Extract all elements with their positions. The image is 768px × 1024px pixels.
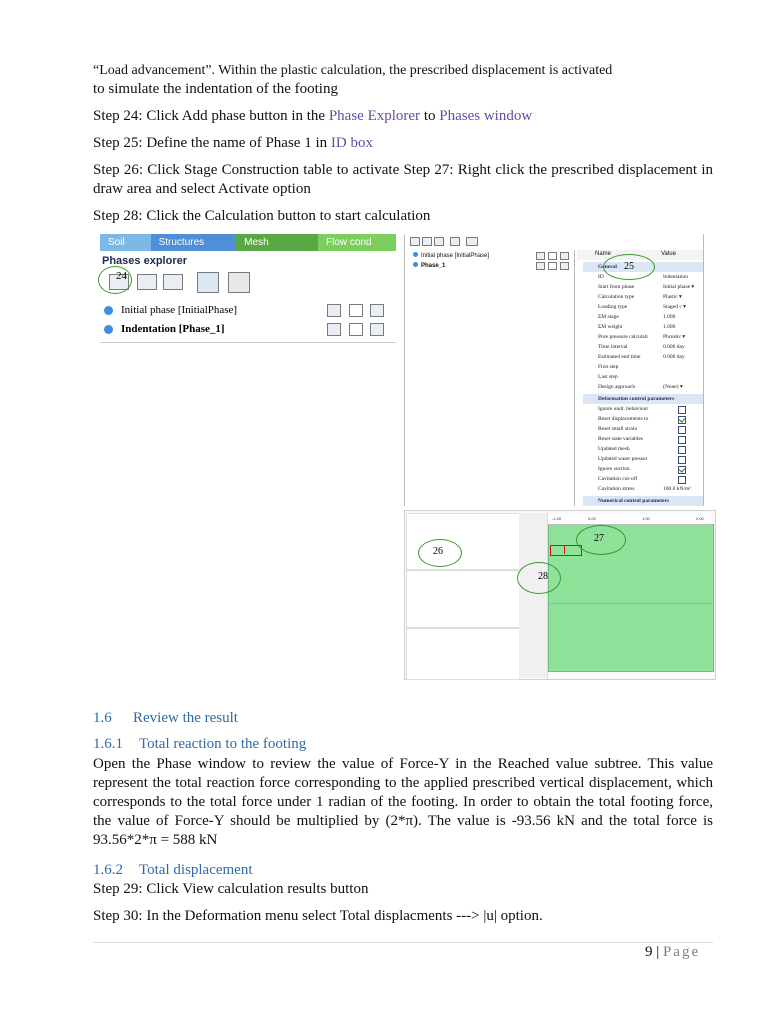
group-label: Numerical control parameters (598, 498, 670, 504)
header-name: Name (595, 251, 612, 257)
tab-flow-conditions[interactable]: Flow cond (318, 234, 396, 251)
tab-mesh[interactable]: Mesh (236, 234, 318, 251)
callout-24: 24 (116, 270, 127, 282)
param-name: Reset displacements to (598, 416, 649, 422)
param-row[interactable] (583, 342, 703, 352)
step-30: Step 30: In the Deformation menu select Total displacments ---> |u| option. (93, 908, 543, 924)
param-name: Cavitation cut-off (598, 476, 638, 482)
param-value[interactable]: 100.0 kN/m² (663, 486, 691, 492)
phase-output-icon[interactable] (548, 252, 557, 260)
delete-phase-icon[interactable] (163, 274, 183, 290)
section-number: 1.6.1 (93, 736, 123, 752)
param-row[interactable] (583, 474, 703, 484)
param-name: Design approach (598, 384, 636, 390)
param-name: Ignore undr. behaviour (598, 406, 649, 412)
group-deformation-control[interactable] (583, 394, 703, 404)
window-border-right (703, 234, 704, 506)
phase-calc-icon[interactable] (536, 262, 545, 270)
ruler-tick: 0.00 (588, 516, 596, 521)
param-name: Ignore suction (598, 466, 630, 472)
id-box-link: ID box (330, 135, 373, 151)
phase-calc-icon[interactable] (536, 252, 545, 260)
param-name: Loading type (598, 304, 628, 310)
section-1-6 (93, 709, 238, 728)
step-24 (93, 107, 713, 126)
add-phase-icon[interactable] (410, 237, 420, 246)
paragraph-total-reaction: Open the Phase window to review the value of Force-Y in the Reached value subtree. This value represent the total reaction force corresponding to the applied prescribed vertical displacement, which corresponds to the total force under 1 radian of the footing. In order to obtain the total footing force, the value of Force-Y should be multiplied by (2*π). The value is -93.56 kN and the total force is 93.56*2*π = 588 kN (93, 756, 713, 848)
page-number (645, 944, 700, 961)
ruler-tick: 1.00 (642, 516, 650, 521)
param-checkbox[interactable] (678, 416, 686, 424)
callout-27: 27 (594, 533, 604, 544)
param-row[interactable] (583, 404, 703, 414)
phase-output-icon[interactable] (548, 262, 557, 270)
param-row[interactable] (583, 272, 703, 282)
param-row[interactable] (583, 282, 703, 292)
phase-label: Indentation [Phase_1] (121, 323, 225, 335)
param-name: Calculation type (598, 294, 635, 300)
param-value[interactable]: 0.000 day (663, 344, 685, 350)
param-row[interactable] (583, 372, 703, 382)
phase-status-icon (104, 325, 113, 334)
phase-calc-icon[interactable] (327, 323, 341, 336)
param-checkbox[interactable] (678, 446, 686, 454)
page-label: Page (663, 944, 701, 960)
page-num: 9 (645, 944, 653, 960)
param-value[interactable]: Indentation (663, 274, 689, 280)
param-row[interactable] (583, 322, 703, 332)
phase-label: Phase_1 (421, 263, 446, 269)
ribbon-tabs (100, 234, 396, 251)
param-row[interactable] (583, 484, 703, 494)
param-row[interactable] (583, 312, 703, 322)
param-row[interactable] (583, 332, 703, 342)
param-name: ID (598, 274, 604, 280)
param-row[interactable] (583, 454, 703, 464)
param-row[interactable] (583, 424, 703, 434)
insert-phase-icon[interactable] (137, 274, 157, 290)
phases-window-toolbar (406, 236, 501, 246)
step-26-27: Step 26: Click Stage Construction table to activate Step 27: Right click the prescribed displacement in draw area and select Activate option (93, 162, 713, 197)
group-numerical-control[interactable] (583, 496, 703, 506)
phase-view-icon[interactable] (560, 252, 569, 260)
param-row[interactable] (583, 382, 703, 392)
phase-label: Initial phase [InitialPhase] (421, 253, 490, 259)
param-checkbox[interactable] (678, 476, 686, 484)
phase-output-icon[interactable] (349, 304, 363, 317)
phase-window-icon[interactable] (197, 272, 219, 293)
section-title: Total displacement (139, 862, 253, 878)
phases-explorer-title: Phases explorer (102, 255, 187, 267)
param-checkbox[interactable] (678, 466, 686, 474)
param-name: Last step (598, 374, 618, 380)
callout-28: 28 (538, 571, 548, 582)
param-value[interactable]: 0.000 day (663, 354, 685, 360)
param-name: ΣM weight (598, 324, 623, 330)
footer-divider (93, 942, 713, 943)
phase-calc-icon[interactable] (327, 304, 341, 317)
window-border-left (404, 234, 405, 506)
param-checkbox[interactable] (678, 426, 686, 434)
param-row[interactable] (583, 302, 703, 312)
callout-25: 25 (624, 261, 634, 272)
param-value[interactable]: Phreatic ▾ (663, 334, 686, 340)
param-name: Updated water pressur (598, 456, 648, 462)
model-explorer (406, 628, 520, 680)
phase-view-icon[interactable] (370, 304, 384, 317)
param-name: Cavitation stress (598, 486, 635, 492)
phases-window-link: Phases window (439, 108, 533, 124)
step-29: Step 29: Click View calculation results button (93, 881, 369, 897)
param-value[interactable]: Initial phase ▾ (663, 284, 695, 290)
param-name: Pore pressure calculati (598, 334, 648, 340)
param-name: ΣM stage (598, 314, 619, 320)
param-value[interactable]: 1.000 (663, 324, 676, 330)
section-number: 1.6 (93, 710, 112, 726)
param-name: First step (598, 364, 619, 370)
step-25-text: Step 25: Define the name of Phase 1 in (93, 135, 331, 151)
ruler-tick: 2.00 (696, 516, 704, 521)
phase-view-icon[interactable] (560, 262, 569, 270)
phase-label: Initial phase [InitialPhase] (121, 304, 238, 316)
param-name: Updated mesh (598, 446, 630, 452)
param-row[interactable] (583, 414, 703, 424)
param-name: Time interval (598, 344, 628, 350)
panel-divider (100, 342, 396, 343)
phase-row-indentation[interactable] (104, 323, 225, 335)
param-row[interactable] (583, 362, 703, 372)
phase-view-icon[interactable] (370, 323, 384, 336)
param-checkbox[interactable] (678, 456, 686, 464)
step-24-text: Step 24: Click Add phase button in the (93, 108, 329, 124)
step-28: Step 28: Click the Calculation button to start calculation (93, 208, 431, 224)
phase-status-icon (413, 252, 418, 257)
side-toolbar (519, 513, 548, 678)
group-label: General (598, 264, 617, 270)
param-value[interactable]: 1.000 (663, 314, 676, 320)
delete-phase-icon[interactable] (434, 237, 444, 246)
param-name: Reset small strain (598, 426, 638, 432)
small-phase-1[interactable] (413, 262, 445, 269)
param-value[interactable]: Plastic ▾ (663, 294, 682, 300)
param-row[interactable] (583, 464, 703, 474)
displacement-divider (564, 545, 565, 554)
copy-icon[interactable] (228, 272, 250, 293)
paragraph-load-advancement-line2: to simulate the indentation of the footing (93, 81, 338, 97)
param-name: Estimated end time (598, 354, 641, 360)
phase-status-icon (413, 262, 418, 267)
prescribed-displacement[interactable] (550, 545, 582, 556)
phase-explorer-link: Phase Explorer (328, 108, 421, 124)
soil-boundary-line (548, 603, 712, 604)
panel-splitter[interactable] (574, 250, 575, 506)
param-value[interactable]: Staged c ▾ (663, 304, 686, 310)
step-24-to: to (420, 108, 440, 124)
section-title: Total reaction to the footing (139, 736, 307, 752)
param-row[interactable] (583, 292, 703, 302)
param-row[interactable] (583, 444, 703, 454)
phase-output-icon[interactable] (349, 323, 363, 336)
section-1-6-1 (93, 735, 306, 754)
phase-row-initial[interactable] (104, 304, 237, 316)
section-title: Review the result (133, 710, 238, 726)
param-name: Start from phase (598, 284, 635, 290)
section-1-6-2 (93, 861, 253, 880)
section-number: 1.6.2 (93, 862, 123, 878)
grid-view-icon[interactable] (466, 237, 478, 246)
param-checkbox[interactable] (678, 406, 686, 414)
copy-icon[interactable] (450, 237, 460, 246)
group-label: Deformation control parameters (598, 396, 675, 402)
ruler-tick: -1.00 (552, 516, 562, 521)
paragraph-load-advancement-line1: “Load advancement”. Within the plastic calculation, the prescribed displacement is activated (93, 63, 613, 78)
tab-soil[interactable]: Soil (100, 234, 151, 251)
param-value[interactable]: (None) ▾ (663, 384, 683, 390)
header-value: Value (661, 251, 676, 257)
param-checkbox[interactable] (678, 436, 686, 444)
step-25 (93, 134, 713, 153)
param-row[interactable] (583, 352, 703, 362)
selection-explorer (406, 570, 520, 628)
callout-26: 26 (433, 546, 443, 557)
tab-structures[interactable]: Structures (151, 234, 237, 251)
insert-phase-icon[interactable] (422, 237, 432, 246)
ruler-top (548, 515, 712, 525)
small-phase-initial[interactable] (413, 252, 489, 259)
param-row[interactable] (583, 434, 703, 444)
page-sep: | (652, 944, 664, 960)
param-name: Reset state variables (598, 436, 643, 442)
phase-status-icon (104, 306, 113, 315)
